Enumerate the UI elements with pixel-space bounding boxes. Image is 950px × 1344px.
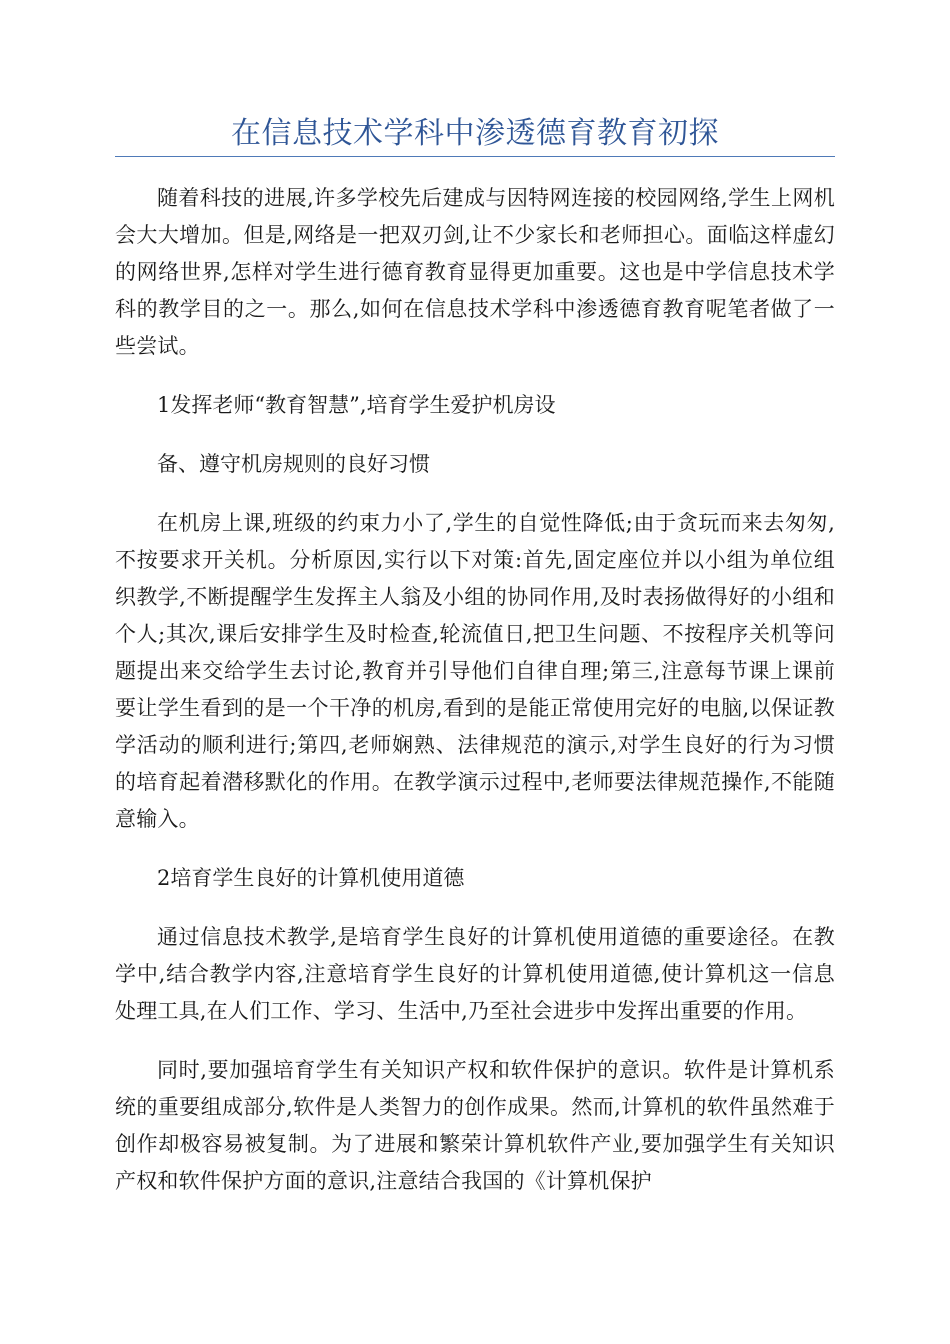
document-body	[115, 180, 835, 1222]
section-heading-1-continued: 备、遵守机房规则的良好习惯	[157, 452, 430, 476]
section-heading-2: 2培育学生良好的计算机使用道德	[157, 866, 465, 890]
section-heading-1: 1发挥老师“教育智慧”,培育学生爱护机房设	[157, 393, 556, 417]
section-1-paragraph: 在机房上课,班级的约束力小了,学生的自觉性降低;由于贪玩而来去匆匆,不按要求开关机。分析原因,实行以下对策:首先,固定座位并以小组为单位组织教学,不断提醒学生发挥主人翁及小组的协同作用,及时表扬做得好的小组和个人;其次,课后安排学生及时检查,轮流值日,把卫生问题、不按程序关机等问题提出来交给学生去讨论,教育并引导他们自律自理;第三,注意每节课上课前要让学生看到的是一个干净的机房,看到的是能正常使用完好的电脑,以保证教学活动的顺利进行;第四,老师娴熟、法律规范的演示,对学生良好的行为习惯的培育起着潜移默化的作用。在教学演示过程中,老师要法律规范操作,不能随意输入。	[115, 511, 835, 831]
title-underline	[115, 156, 835, 157]
section-2-paragraph-1: 通过信息技术教学,是培育学生良好的计算机使用道德的重要途径。在教学中,结合教学内容,注意培育学生良好的计算机使用道德,使计算机这一信息处理工具,在人们工作、学习、生活中,乃至社会进步中发挥出重要的作用。	[115, 925, 835, 1023]
intro-paragraph: 随着科技的进展,许多学校先后建成与因特网连接的校园网络,学生上网机会大大增加。但是,网络是一把双刃剑,让不少家长和老师担心。面临这样虚幻的网络世界,怎样对学生进行德育教育显得更加重要。这也是中学信息技术学科的教学目的之一。那么,如何在信息技术学科中渗透德育教育呢笔者做了一些尝试。	[115, 186, 835, 358]
section-2-paragraph-2: 同时,要加强培育学生有关知识产权和软件保护的意识。软件是计算机系统的重要组成部分,软件是人类智力的创作成果。然而,计算机的软件虽然难于创作却极容易被复制。为了进展和繁荣计算机软件产业,要加强学生有关知识产权和软件保护方面的意识,注意结合我国的《计算机保护	[115, 1058, 835, 1193]
document-title: 在信息技术学科中渗透德育教育初探	[231, 116, 719, 151]
